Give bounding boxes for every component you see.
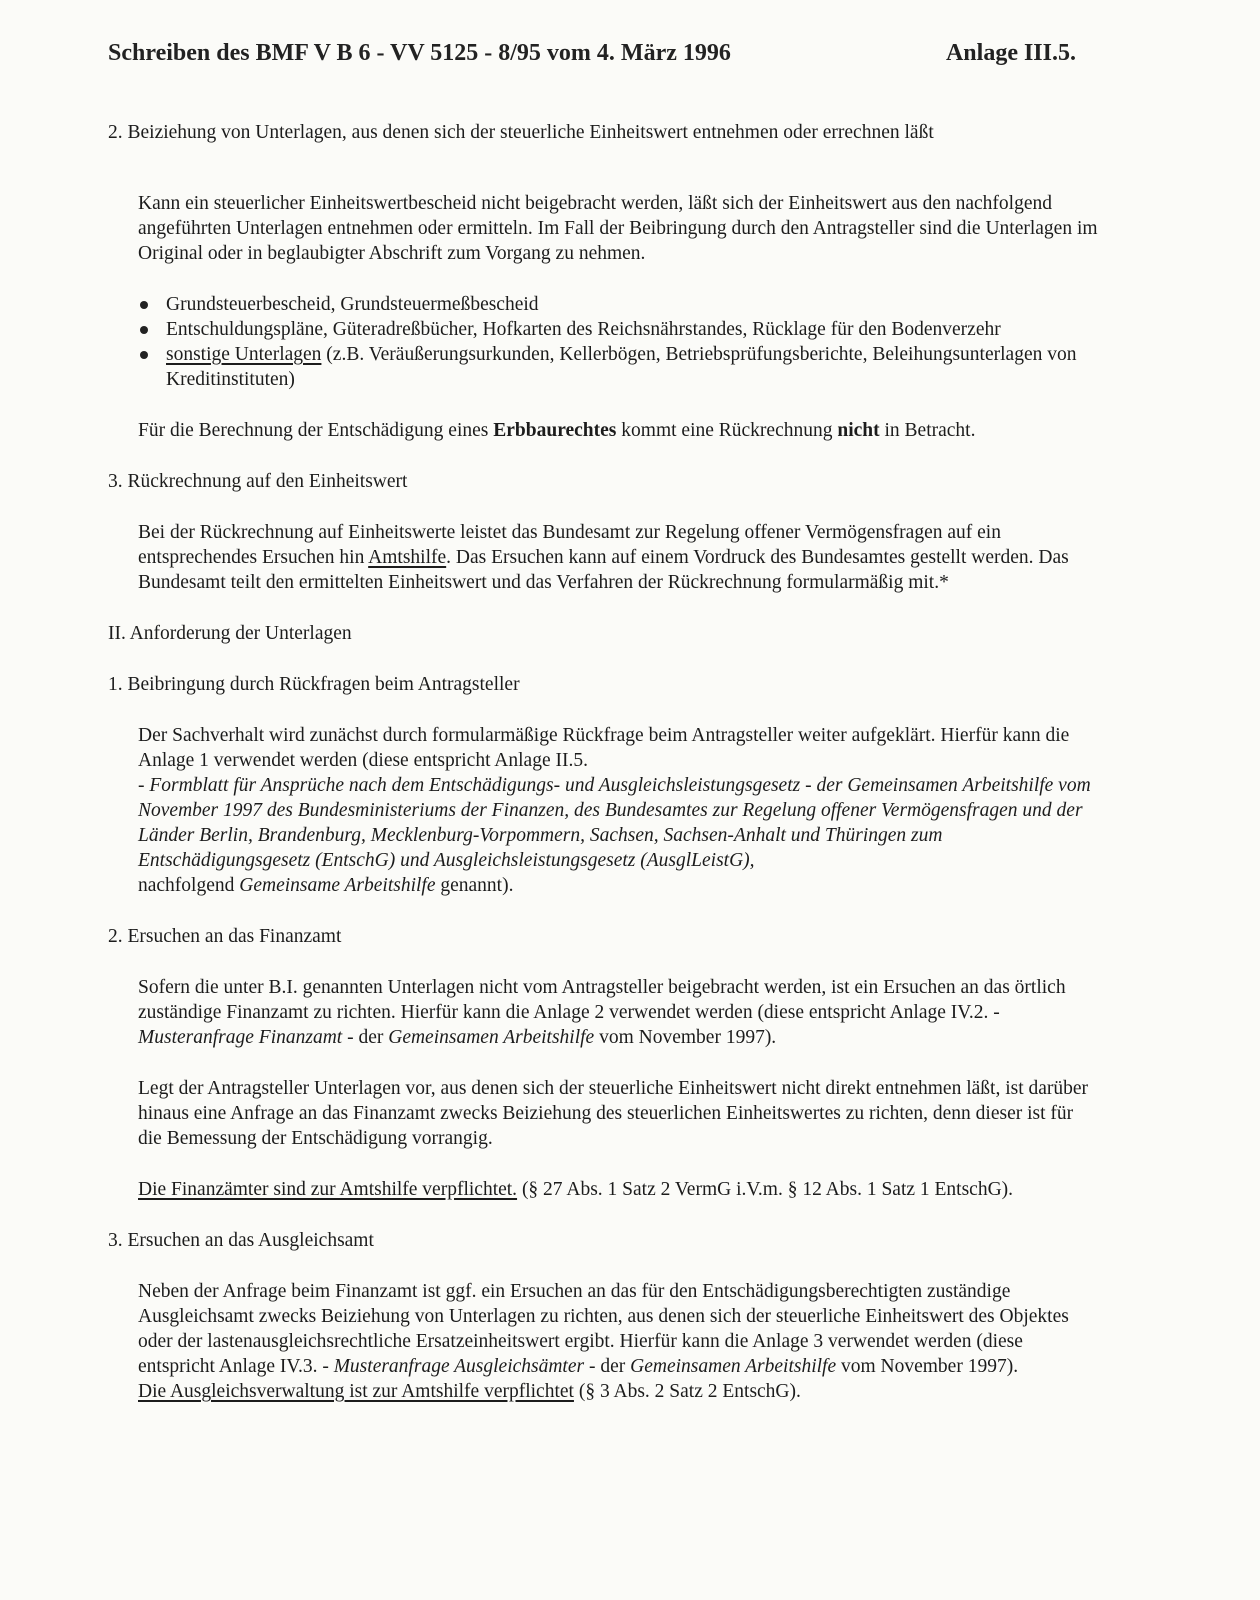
text-run: Für die Berechnung der Entschädigung eines	[138, 420, 489, 441]
text-run: . Das Ersuchen kann auf einem Vordruck des Bundesamtes gestellt werden. Das Bundesamt teilt den ermittelten Einheitswert und das Verfahren der Rückrechnung formularmäßig mit.*	[138, 547, 1069, 593]
italic-text: Musteranfrage Finanzamt	[138, 1027, 343, 1048]
text-run: genannt).	[440, 875, 514, 896]
section-heading: 2. Ersuchen an das Finanzamt	[108, 926, 342, 947]
text-run: Neben der Anfrage beim Finanzamt ist ggf. ein Ersuchen an das für den Entschädigungsberechtigten zuständige Ausgleichsamt zwecks Beiziehung von Unterlagen zu richten, aus denen sich der steuerliche Einheitswert des Objektes oder der lastenausgleichsrechtliche Ersatzeinheitswert ergibt. Hierfür kann die Anlage 3 verwendet werden (diese entspricht Anlage IV.3. -	[138, 1281, 1069, 1377]
underlined-text: Amtshilfe	[368, 547, 447, 568]
text-run: - der	[347, 1027, 384, 1048]
section-heading: 3. Rückrechnung auf den Einheitswert	[108, 471, 408, 492]
text-run: vom November 1997).	[840, 1356, 1019, 1377]
section-heading: II. Anforderung der Unterlagen	[108, 623, 352, 644]
header-annex-label: Anlage III.5.	[945, 40, 1076, 66]
list-item	[138, 342, 1098, 392]
list-item	[138, 292, 1098, 317]
italic-text: - Formblatt für Ansprüche nach dem Entschädigungs- und Ausgleichsleistungsgesetz - der Gemeinsamen Arbeitshilfe vom November 1997 des Bundesministeriums der Finanzen, des Bundesamtes zur Regelung offener Vermögensfragen und der Länder Berlin, Brandenburg, Mecklenburg-Vorpommern, Sachsen, Sachsen-Anhalt und Thüringen zum Entschädigungsgesetz (EntschG) und Ausgleichsleistungsgesetz (AusglLeistG),	[138, 775, 1091, 871]
paragraph: Kann ein steuerlicher Einheitswertbescheid nicht beigebracht werden, läßt sich der Einheitswert aus den nachfolgend angeführten Unterlagen entnehmen oder ermitteln. Im Fall der Beibringung durch den Antragsteller sind die Unterlagen im Original oder in beglaubigter Abschrift zum Vorgang zu nehmen.	[138, 193, 1098, 264]
paragraph: Legt der Antragsteller Unterlagen vor, aus denen sich der steuerliche Einheitswert nicht direkt entnehmen läßt, ist darüber hinaus eine Anfrage an das Finanzamt zwecks Beiziehung des steuerlichen Einheitswertes zu richten, denn dieser ist für die Bemessung der Entschädigung vorrangig.	[138, 1078, 1089, 1149]
header-reference: Schreiben des BMF V B 6 - VV 5125 - 8/95 vom 4. März 1996	[108, 40, 731, 66]
bullet-icon	[140, 326, 148, 334]
section-heading: 2. Beiziehung von Unterlagen, aus denen sich der steuerliche Einheitswert entnehmen oder errechnen läßt	[108, 122, 934, 143]
text-run: vom November 1997).	[599, 1027, 777, 1048]
text-run: nachfolgend	[138, 875, 235, 896]
paragraph	[108, 418, 1098, 443]
underlined-text: Die Finanzämter sind zur Amtshilfe verpflichtet.	[138, 1179, 518, 1200]
text-run: Sofern die unter B.I. genannten Unterlagen nicht vom Antragsteller beigebracht werden, ist ein Ersuchen an das örtlich zuständige Finanzamt zu richten. Hierfür kann die Anlage 2 verwendet werden (diese entspricht Anlage IV.2. -	[138, 977, 1066, 1023]
italic-text: Gemeinsamen Arbeitshilfe	[630, 1356, 837, 1377]
underlined-text: Die Ausgleichsverwaltung ist zur Amtshilfe verpflichtet	[138, 1381, 574, 1402]
text-run: Der Sachverhalt wird zunächst durch formularmäßige Rückfrage beim Antragsteller weiter aufgeklärt. Hierfür kann die Anlage 1 verwendet werden (diese entspricht Anlage II.5.	[138, 725, 1070, 771]
bullet-list	[108, 292, 1098, 392]
paragraph	[108, 1177, 1098, 1202]
text-run: Bei der Rückrechnung auf Einheitswerte leistet das Bundesamt zur Regelung offener Vermögensfragen auf ein entsprechendes Ersuchen hin	[138, 522, 1001, 568]
document-body	[108, 120, 1098, 1404]
paragraph	[108, 1279, 1098, 1404]
underlined-text: sonstige Unterlagen	[166, 344, 322, 365]
list-item-text: Grundsteuerbescheid, Grundsteuermeßbescheid	[166, 294, 539, 315]
italic-text: Gemeinsamen Arbeitshilfe	[388, 1027, 595, 1048]
text-run: kommt eine Rückrechnung	[621, 420, 833, 441]
text-run: in Betracht.	[884, 420, 976, 441]
italic-text: Gemeinsame Arbeitshilfe	[239, 875, 436, 896]
section-heading: 1. Beibringung durch Rückfragen beim Antragsteller	[108, 674, 520, 695]
bold-text: Erbbaurechtes	[493, 420, 617, 441]
text-run: - der	[588, 1356, 626, 1377]
italic-text: Musteranfrage Ausgleichsämter	[333, 1356, 585, 1377]
paragraph	[108, 975, 1098, 1050]
list-item-text: (z.B. Veräußerungsurkunden, Kellerbögen, Betriebsprüfungsberichte, Beleihungsunterlagen von Kreditinstituten)	[166, 344, 1077, 390]
section-heading: 3. Ersuchen an das Ausgleichsamt	[108, 1230, 374, 1251]
text-run: (§ 27 Abs. 1 Satz 2 VermG i.V.m. § 12 Abs. 1 Satz 1 EntschG).	[521, 1179, 1014, 1200]
text-run: (§ 3 Abs. 2 Satz 2 EntschG).	[578, 1381, 801, 1402]
paragraph	[108, 520, 1098, 595]
list-item-text: Entschuldungspläne, Güteradreßbücher, Hofkarten des Reichsnährstandes, Rücklage für den Bodenverzehr	[166, 319, 1001, 340]
list-item	[138, 317, 1098, 342]
bold-text: nicht	[837, 420, 880, 441]
paragraph	[108, 723, 1098, 898]
bullet-icon	[140, 351, 148, 359]
bullet-icon	[140, 301, 148, 309]
